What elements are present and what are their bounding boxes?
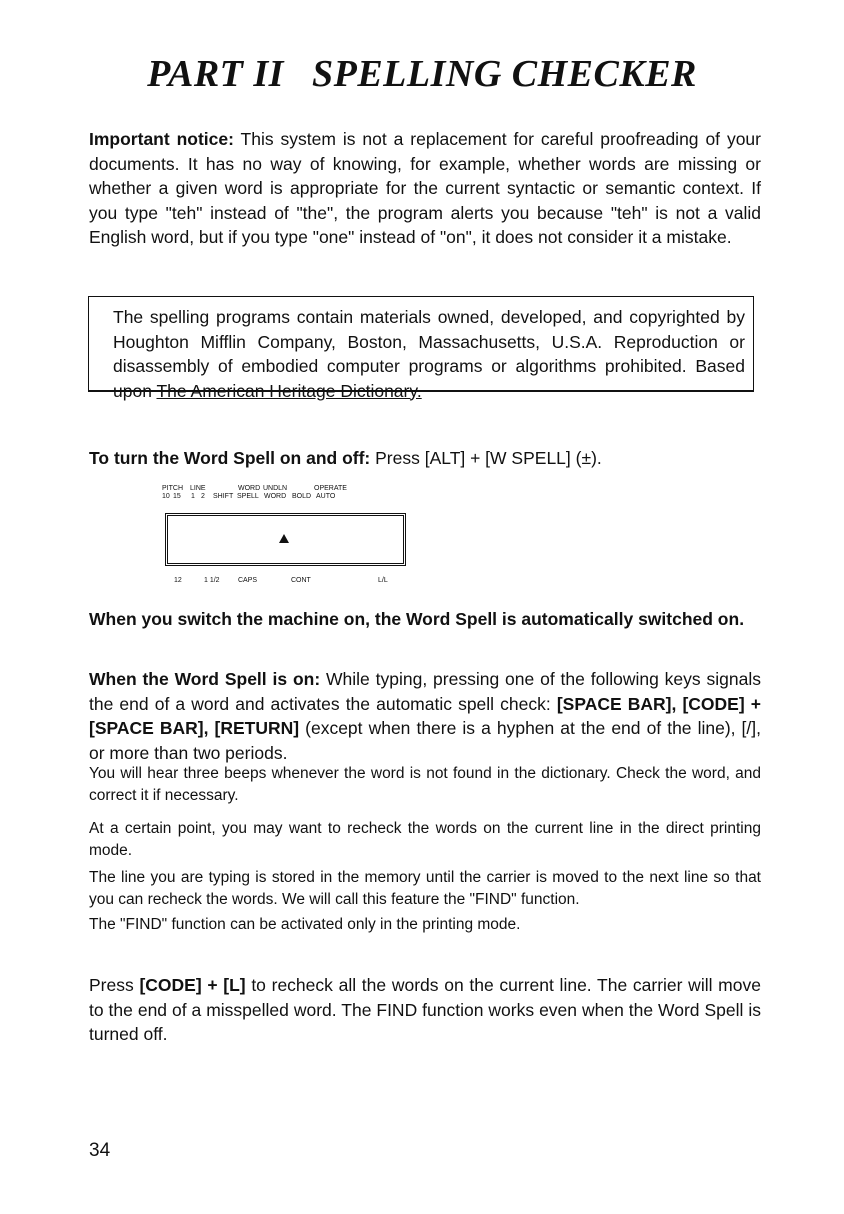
display-window	[165, 513, 406, 566]
page-number: 34	[89, 1140, 111, 1161]
panel-label: 12	[174, 577, 182, 584]
panel-label: UNDLN	[263, 485, 288, 492]
panel-label: OPERATE	[314, 485, 347, 492]
panel-label: 1 1/2	[204, 577, 220, 584]
panel-label: 2	[201, 493, 205, 500]
part-number: PART II	[147, 53, 284, 95]
toggle-label: To turn the Word Spell on and off:	[89, 448, 371, 468]
find-mode-note: The "FIND" function can be activated only in the printing mode.	[89, 916, 521, 933]
auto-on-note: When you switch the machine on, the Word Spell is automatically switched on.	[89, 609, 745, 629]
indicator-triangle-icon	[279, 534, 289, 543]
notice-text: This system is not a replacement for careful proofreading of your documents. It has no way of knowing, for example, whether words are missing or whether a given word is appropriate for the current syntactic or semantic context. If you type "teh" instead of "the", the program alerts you because "teh" is not a valid English word, but if you type "one" instead of "on", it does not consider it a mistake.	[89, 129, 761, 247]
copyright-text	[113, 305, 745, 403]
trigger-keys: [SPACE BAR], [CODE] + [SPACE BAR], [RETURN]	[89, 693, 761, 738]
panel-label: 1	[191, 493, 195, 500]
press-prefix: Press	[89, 975, 140, 995]
panel-label: LINE	[190, 485, 206, 492]
copyright-box	[88, 296, 754, 401]
beeps-note: You will hear three beeps whenever the word is not found in the dictionary. Check the word, and correct it if necessary.	[89, 765, 761, 804]
panel-label: CAPS	[238, 577, 258, 584]
part-name: SPELLING CHECKER	[311, 53, 697, 95]
panel-label: AUTO	[316, 493, 336, 500]
panel-label: WORD	[238, 485, 261, 492]
panel-label: CONT	[291, 577, 311, 584]
panel-label: SHIFT	[213, 493, 234, 500]
find-text: to recheck all the words on the current line. The carrier will move to the end of a misspelled word. The FIND function works even when the Word Spell is turned off.	[89, 975, 761, 1044]
panel-label: 15	[173, 493, 181, 500]
trigger-keys-tail: (except when there is a hyphen at the end of the line), [/], or more than two periods.	[89, 718, 762, 763]
toggle-instruction	[89, 446, 761, 471]
toggle-text: Press [ALT] + [W SPELL] (±).	[370, 448, 602, 468]
panel-label: WORD	[264, 493, 287, 500]
when-on-text: While typing, pressing one of the following keys signals the end of a word and activates the automatic spell check:	[89, 669, 761, 714]
panel-label: BOLD	[292, 493, 312, 500]
find-keys: [CODE] + [L]	[139, 975, 246, 995]
panel-label: PITCH	[162, 485, 183, 492]
panel-label: 10	[162, 493, 170, 500]
panel-label: SPELL	[237, 493, 259, 500]
page-title	[0, 52, 844, 96]
find-instruction	[89, 973, 761, 1047]
recheck-note: At a certain point, you may want to recheck the words on the current line in the direct printing mode.	[89, 820, 761, 859]
panel-label: L/L	[378, 577, 388, 584]
important-notice	[89, 127, 761, 250]
memory-note: The line you are typing is stored in the memory until the carrier is moved to the next line so that you can recheck the words. We will call this feature the "FIND" function.	[89, 869, 761, 908]
when-on-section	[89, 667, 761, 765]
notice-label: Important notice:	[89, 129, 234, 149]
copyright-body: The spelling programs contain materials owned, developed, and copyrighted by Houghton Mifflin Company, Boston, Massachusetts, U.S.A. Reproduction or disassembly of embodied computer programs or algorithms prohibited. Based upon	[113, 307, 745, 401]
when-on-label: When the Word Spell is on:	[89, 669, 321, 689]
dictionary-title: The American Heritage Dictionary.	[156, 380, 422, 401]
